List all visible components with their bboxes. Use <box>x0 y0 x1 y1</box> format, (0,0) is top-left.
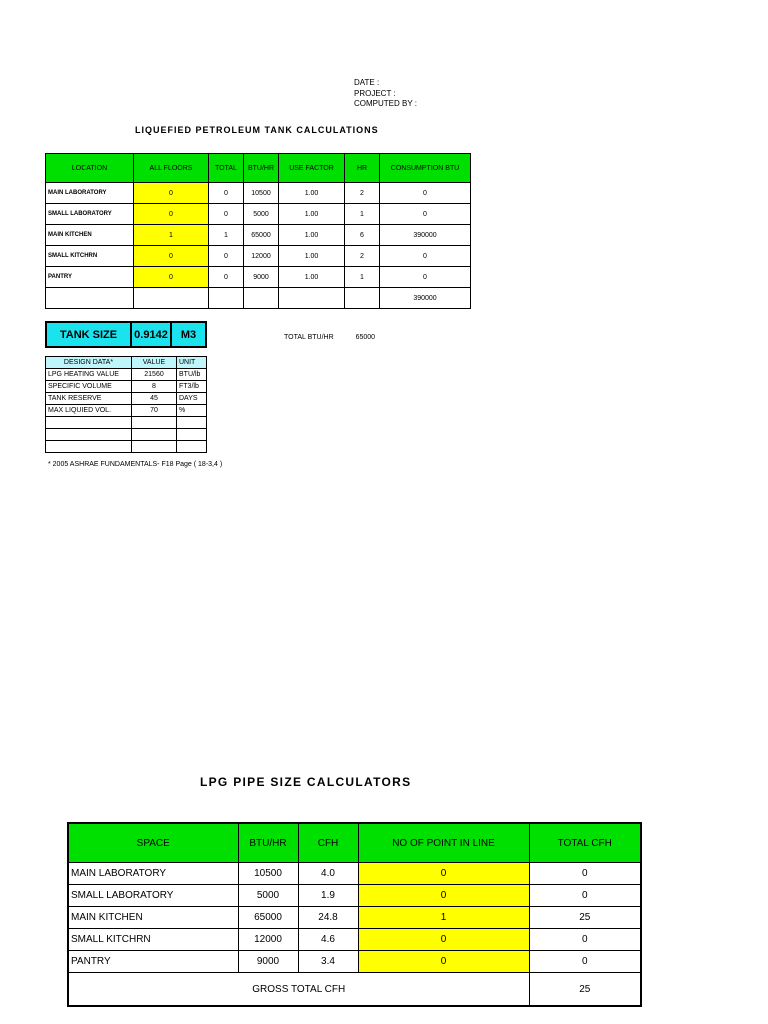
total-cell: 0 <box>209 267 244 288</box>
empty-row <box>46 441 207 453</box>
btu-cell: 12000 <box>238 929 298 951</box>
table-row <box>46 381 207 393</box>
hr-cell: 1 <box>345 267 380 288</box>
table-row <box>68 863 641 885</box>
total-row <box>46 288 471 309</box>
points-input-cell[interactable]: 0 <box>358 885 529 907</box>
table-header-row <box>46 357 207 369</box>
points-input-cell[interactable]: 0 <box>358 951 529 973</box>
design-label: LPG HEATING VALUE <box>46 369 132 381</box>
document-meta <box>354 78 417 110</box>
location-cell: MAIN LABORATORY <box>46 183 134 204</box>
total-btu-value: 65000 <box>355 334 376 341</box>
table-header-row <box>68 823 641 863</box>
design-label: MAX LIQUIED VOL. <box>46 405 132 417</box>
design-value[interactable]: 70 <box>132 405 177 417</box>
empty-row <box>46 417 207 429</box>
col-header: ALL FLOORS <box>134 154 209 183</box>
cfh-cell: 1.9 <box>298 885 358 907</box>
space-cell: SMALL KITCHRN <box>68 929 238 951</box>
gross-total-value: 25 <box>529 973 641 1007</box>
btu-cell: 12000 <box>244 246 279 267</box>
design-value[interactable]: 21560 <box>132 369 177 381</box>
location-cell: SMALL KITCHRN <box>46 246 134 267</box>
col-header: BTU/HR <box>244 154 279 183</box>
col-header: SPACE <box>68 823 238 863</box>
date-label: DATE : <box>354 78 380 87</box>
table-row <box>68 885 641 907</box>
floors-input-cell[interactable]: 0 <box>134 267 209 288</box>
hr-cell: 2 <box>345 183 380 204</box>
table-header-row <box>46 154 471 183</box>
total-cfh-cell: 0 <box>529 951 641 973</box>
empty-cell <box>46 288 134 309</box>
design-unit: % <box>177 405 207 417</box>
use-factor-cell: 1.00 <box>279 204 345 225</box>
total-cell: 0 <box>209 183 244 204</box>
empty-cell <box>279 288 345 309</box>
gross-total-label: GROSS TOTAL CFH <box>68 973 529 1007</box>
table-row <box>46 393 207 405</box>
use-factor-cell: 1.00 <box>279 225 345 246</box>
tank-size-value: 0.9142 <box>131 322 171 347</box>
floors-input-cell[interactable]: 0 <box>134 183 209 204</box>
floors-input-cell[interactable]: 0 <box>134 246 209 267</box>
btu-cell: 10500 <box>244 183 279 204</box>
empty-cell <box>209 288 244 309</box>
use-factor-cell: 1.00 <box>279 267 345 288</box>
space-cell: SMALL LABORATORY <box>68 885 238 907</box>
table-row <box>46 267 471 288</box>
table-row <box>68 951 641 973</box>
points-input-cell[interactable]: 0 <box>358 863 529 885</box>
consumption-cell: 390000 <box>380 225 471 246</box>
total-cell: 0 <box>209 204 244 225</box>
empty-cell <box>244 288 279 309</box>
total-cfh-cell: 0 <box>529 863 641 885</box>
table-row <box>46 183 471 204</box>
col-header: TOTAL CFH <box>529 823 641 863</box>
btu-cell: 9000 <box>244 267 279 288</box>
design-data-table <box>45 356 207 453</box>
table-row <box>46 246 471 267</box>
use-factor-cell: 1.00 <box>279 246 345 267</box>
total-cfh-cell: 0 <box>529 929 641 951</box>
table-row <box>46 369 207 381</box>
total-cell: 1 <box>209 225 244 246</box>
space-cell: MAIN LABORATORY <box>68 863 238 885</box>
location-cell: MAIN KITCHEN <box>46 225 134 246</box>
col-header: NO OF POINT IN LINE <box>358 823 529 863</box>
tank-size-unit: M3 <box>171 322 206 347</box>
hr-cell: 2 <box>345 246 380 267</box>
consumption-cell: 0 <box>380 204 471 225</box>
location-cell: PANTRY <box>46 267 134 288</box>
col-header: UNIT <box>177 357 207 369</box>
col-header: TOTAL <box>209 154 244 183</box>
total-cfh-cell: 25 <box>529 907 641 929</box>
gross-total-row <box>68 973 641 1007</box>
floors-input-cell[interactable]: 0 <box>134 204 209 225</box>
btu-cell: 9000 <box>238 951 298 973</box>
design-label: SPECIFIC VOLUME <box>46 381 132 393</box>
table-row <box>46 225 471 246</box>
design-value[interactable]: 45 <box>132 393 177 405</box>
design-unit: BTU/lb <box>177 369 207 381</box>
tank-size-label: TANK SIZE <box>46 322 131 347</box>
col-header: BTU/HR <box>238 823 298 863</box>
table-row <box>68 929 641 951</box>
empty-cell <box>134 288 209 309</box>
col-header: CONSUMPTION BTU <box>380 154 471 183</box>
total-cfh-cell: 0 <box>529 885 641 907</box>
hr-cell: 1 <box>345 204 380 225</box>
consumption-cell: 0 <box>380 246 471 267</box>
points-input-cell[interactable]: 0 <box>358 929 529 951</box>
consumption-cell: 0 <box>380 183 471 204</box>
tank-calc-table <box>45 153 471 309</box>
table-row <box>46 204 471 225</box>
col-header: VALUE <box>132 357 177 369</box>
design-value[interactable]: 8 <box>132 381 177 393</box>
location-cell: SMALL LABORATORY <box>46 204 134 225</box>
total-btu-label: TOTAL BTU/HR <box>284 334 334 341</box>
consumption-total-cell: 390000 <box>380 288 471 309</box>
computed-by-label: COMPUTED BY : <box>354 99 417 108</box>
floors-input-cell[interactable]: 1 <box>134 225 209 246</box>
use-factor-cell: 1.00 <box>279 183 345 204</box>
space-cell: MAIN KITCHEN <box>68 907 238 929</box>
design-unit: DAYS <box>177 393 207 405</box>
btu-cell: 5000 <box>238 885 298 907</box>
col-header: HR <box>345 154 380 183</box>
cfh-cell: 4.0 <box>298 863 358 885</box>
col-header: CFH <box>298 823 358 863</box>
col-header: DESIGN DATA* <box>46 357 132 369</box>
btu-cell: 65000 <box>238 907 298 929</box>
total-btu <box>284 334 395 341</box>
col-header: USE FACTOR <box>279 154 345 183</box>
cfh-cell: 3.4 <box>298 951 358 973</box>
btu-cell: 5000 <box>244 204 279 225</box>
points-input-cell[interactable]: 1 <box>358 907 529 929</box>
reference-note: * 2005 ASHRAE FUNDAMENTALS- F18 Page ( 18-3,4 ) <box>48 461 223 468</box>
empty-row <box>46 429 207 441</box>
design-label: TANK RESERVE <box>46 393 132 405</box>
table-row <box>46 405 207 417</box>
cfh-cell: 4.6 <box>298 929 358 951</box>
table-row <box>68 907 641 929</box>
design-unit: FT3/lb <box>177 381 207 393</box>
cfh-cell: 24.8 <box>298 907 358 929</box>
consumption-cell: 0 <box>380 267 471 288</box>
total-cell: 0 <box>209 246 244 267</box>
pipe-size-title: LPG PIPE SIZE CALCULATORS <box>200 775 412 789</box>
pipe-size-table <box>67 822 642 1007</box>
project-label: PROJECT : <box>354 88 396 98</box>
empty-cell <box>345 288 380 309</box>
tank-size-box <box>45 321 207 348</box>
btu-cell: 65000 <box>244 225 279 246</box>
btu-cell: 10500 <box>238 863 298 885</box>
col-header: LOCATION <box>46 154 134 183</box>
hr-cell: 6 <box>345 225 380 246</box>
tank-calc-title: LIQUEFIED PETROLEUM TANK CALCULATIONS <box>135 125 379 135</box>
space-cell: PANTRY <box>68 951 238 973</box>
